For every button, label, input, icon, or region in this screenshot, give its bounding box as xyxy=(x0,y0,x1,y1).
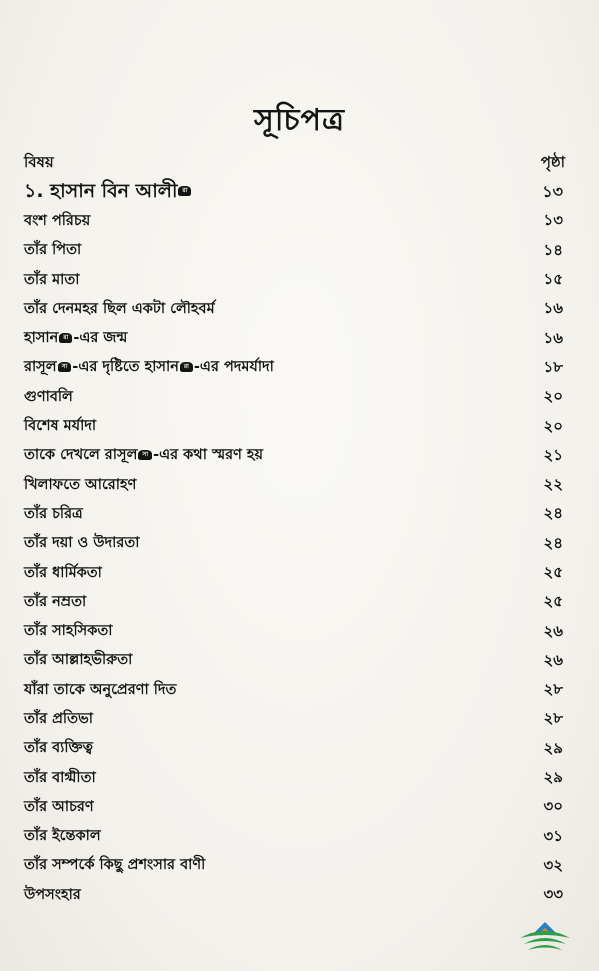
honorific-saw-icon: সা xyxy=(138,450,152,460)
chapter-heading-row[interactable] xyxy=(24,178,565,207)
toc-page-number: ১৬ xyxy=(543,299,563,318)
toc-page-number: ৩২ xyxy=(543,855,563,874)
toc-entry-title xyxy=(24,444,263,468)
toc-entry-title xyxy=(24,532,139,556)
toc-page-number: ১৮ xyxy=(543,357,563,376)
entry-text: তাঁর ইন্তেকাল xyxy=(24,828,101,845)
entry-text: ১. হাসান বিন আলী xyxy=(24,179,178,202)
honorific-ra-icon: রা xyxy=(178,186,191,196)
entry-text: তাঁর বাগ্মীতা xyxy=(24,769,96,786)
toc-entry-title xyxy=(24,825,101,849)
toc-row[interactable] xyxy=(24,500,565,529)
entry-text: তাঁর সম্পর্কে কিছু প্রশংসার বাণী xyxy=(24,857,206,874)
entry-text: -এর দৃষ্টিতে হাসান xyxy=(72,359,179,376)
toc-row[interactable] xyxy=(24,354,565,383)
toc-entry-title xyxy=(24,503,83,527)
toc-entry-title xyxy=(24,649,132,673)
entry-text: তাঁর দেনমহর ছিল একটা লৌহবর্ম xyxy=(24,300,215,317)
entry-text: তাঁর ব্যক্তিত্ব xyxy=(24,740,93,757)
honorific-ra-icon: রা xyxy=(59,333,72,343)
entry-text: তাঁর নম্রতা xyxy=(24,593,87,610)
entry-text: তাঁর সাহসিকতা xyxy=(24,623,113,640)
toc-row[interactable] xyxy=(24,295,565,324)
publisher-logo-icon xyxy=(516,918,574,958)
entry-text: খিলাফতে আরোহণ xyxy=(24,476,137,493)
toc-row[interactable] xyxy=(24,647,565,676)
toc-entry-title xyxy=(24,210,90,234)
column-header-topic: বিষয় xyxy=(24,153,54,171)
toc-page-number: ১৪ xyxy=(543,240,563,259)
toc-entry-title xyxy=(24,356,274,380)
toc-row[interactable] xyxy=(24,852,565,881)
toc-page-number: ২৬ xyxy=(543,621,563,640)
toc-page-number: ২৬ xyxy=(543,650,563,669)
toc-entry-title xyxy=(24,767,96,791)
entry-text: যাঁরা তাকে অনুপ্রেরণা দিত xyxy=(24,681,177,698)
toc-row[interactable] xyxy=(24,471,565,500)
toc-row[interactable] xyxy=(24,559,565,588)
entry-text: রাসূল xyxy=(24,359,57,376)
entry-text: হাসান xyxy=(24,330,59,347)
toc-entry-title xyxy=(24,884,81,908)
entry-text: তাঁর মাতা xyxy=(24,271,80,288)
toc-entry-title xyxy=(24,269,79,293)
entry-text: -এর পদমর্যাদা xyxy=(193,359,274,376)
toc-page-number: ২৮ xyxy=(543,709,563,728)
entry-text: তাঁর আচরণ xyxy=(24,798,94,815)
table-of-contents xyxy=(24,178,565,910)
entry-text: তাঁর চরিত্র xyxy=(24,505,83,522)
toc-row[interactable] xyxy=(24,442,565,471)
toc-row[interactable] xyxy=(24,676,565,705)
toc-row[interactable] xyxy=(24,588,565,617)
toc-page-number: ২৯ xyxy=(543,738,563,757)
toc-page-number: ২৮ xyxy=(543,680,563,699)
toc-entry-title xyxy=(24,239,81,263)
toc-entry-title xyxy=(24,708,93,732)
entry-text: গুণাবলি xyxy=(24,388,73,405)
toc-row[interactable] xyxy=(24,617,565,646)
honorific-saw-icon: সা xyxy=(58,362,72,372)
toc-entry-title xyxy=(24,298,215,322)
toc-row[interactable] xyxy=(24,793,565,822)
toc-entry-title xyxy=(24,591,86,615)
toc-entry-title xyxy=(24,562,102,586)
toc-page-number: ২২ xyxy=(543,475,563,494)
toc-entry-title xyxy=(24,620,112,644)
toc-row[interactable] xyxy=(24,324,565,353)
entry-text: -এর কথা স্মরণ হয় xyxy=(153,447,264,464)
toc-page-number: ২৫ xyxy=(543,592,563,611)
toc-row[interactable] xyxy=(24,735,565,764)
page-title: সূচিপত্র xyxy=(254,103,345,138)
toc-page-number: ২৪ xyxy=(543,504,563,523)
toc-row[interactable] xyxy=(24,383,565,412)
entry-text: তাঁর আল্লাহভীরুতা xyxy=(24,652,133,669)
toc-page-number: ১৩ xyxy=(542,182,563,202)
toc-entry-title xyxy=(24,679,176,703)
toc-entry-title xyxy=(24,386,73,410)
toc-row[interactable] xyxy=(24,412,565,441)
toc-row[interactable] xyxy=(24,207,565,236)
entry-text: -এর জন্ম xyxy=(73,330,128,347)
toc-entry-title xyxy=(24,474,136,498)
toc-row[interactable] xyxy=(24,530,565,559)
toc-row[interactable] xyxy=(24,237,565,266)
toc-page-number: ২৯ xyxy=(543,768,563,787)
entry-text: বিশেষ মর্যাদা xyxy=(24,418,97,435)
toc-row[interactable] xyxy=(24,764,565,793)
toc-entry-title xyxy=(24,854,205,878)
toc-row[interactable] xyxy=(24,266,565,295)
toc-page-number: ৩০ xyxy=(543,797,563,816)
toc-page-number: ২৫ xyxy=(543,563,563,581)
entry-text: উপসংহার xyxy=(24,886,81,903)
toc-row[interactable] xyxy=(24,705,565,734)
toc-row[interactable] xyxy=(24,881,565,910)
toc-page-number: ১৬ xyxy=(543,328,563,347)
toc-page-number: ২০ xyxy=(543,416,563,435)
entry-text: তাঁর দয়া ও উদারতা xyxy=(24,535,140,552)
toc-page-number: ২০ xyxy=(543,387,563,406)
toc-page-number: ১৫ xyxy=(543,270,563,289)
toc-entry-title xyxy=(24,415,96,439)
honorific-ra-icon: রা xyxy=(180,362,193,372)
toc-page-number: ১৩ xyxy=(543,211,563,230)
entry-text: তাকে দেখলে রাসূল xyxy=(24,447,138,464)
column-header-page: পৃষ্ঠা xyxy=(540,153,565,171)
toc-page-number: ৩১ xyxy=(543,826,563,845)
entry-text: তাঁর পিতা xyxy=(24,242,82,259)
entry-text: তাঁর প্রতিভা xyxy=(24,710,93,727)
toc-entry-title xyxy=(24,177,192,209)
entry-text: তাঁর ধার্মিকতা xyxy=(24,564,102,581)
toc-entry-title xyxy=(24,737,93,761)
toc-page-number: ২৪ xyxy=(543,533,563,552)
toc-page-number: ৩৩ xyxy=(543,885,563,904)
entry-text: বংশ পরিচয় xyxy=(24,212,91,229)
toc-entry-title xyxy=(24,327,127,351)
toc-entry-title xyxy=(24,796,94,820)
toc-row[interactable] xyxy=(24,823,565,852)
toc-page-number: ২১ xyxy=(543,445,563,464)
